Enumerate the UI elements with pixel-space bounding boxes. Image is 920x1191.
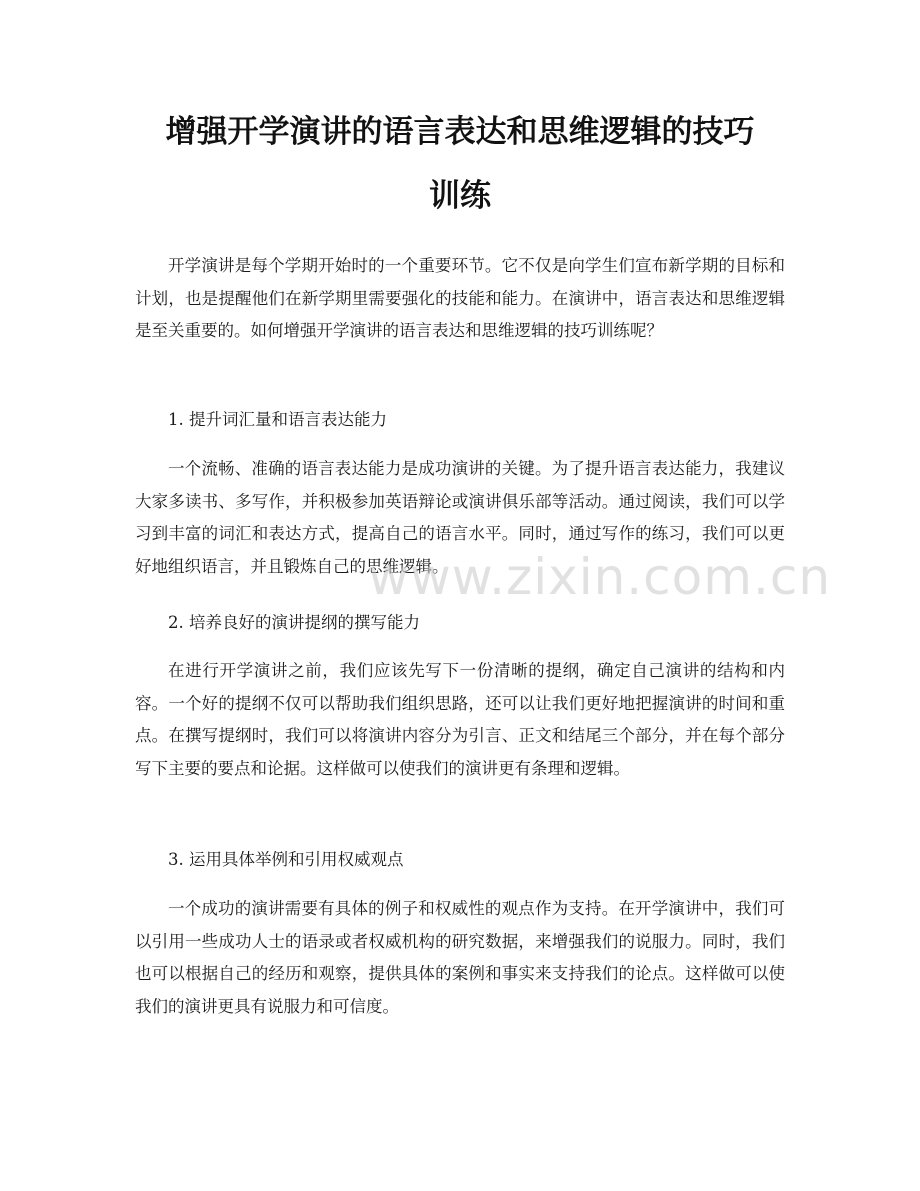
section-1-body: 一个流畅、准确的语言表达能力是成功演讲的关键。为了提升语言表达能力，我建议大家多读书、多写作，并积极参加英语辩论或演讲俱乐部等活动。通过阅读，我们可以学习到丰富的词汇和表达方式，提高自己的语言水平。同时，通过写作的练习，我们可以更好地组织语言，并且锻炼自己的思维逻辑。 [135,459,785,576]
section-3-heading: 3. 运用具体举例和引用权威观点 [168,850,404,869]
section-2-body: 在进行开学演讲之前，我们应该先写下一份清晰的提纲，确定自己演讲的结构和内容。一个好的提纲不仅可以帮助我们组织思路，还可以让我们更好地把握演讲的时间和重点。在撰写提纲时，我们可以将演讲内容分为引言、正文和结尾三个部分，并在每个部分写下主要的要点和论据。这样做可以使我们的演讲更有条理和逻辑。 [135,661,785,778]
section-3-body: 一个成功的演讲需要有具体的例子和权威性的观点作为支持。在开学演讲中，我们可以引用一些成功人士的语录或者权威机构的研究数据，来增强我们的说服力。同时，我们也可以根据自己的经历和观察，提供具体的案例和事实来支持我们的论点。这样做可以使我们的演讲更具有说服力和可信度。 [135,899,785,1016]
document-title-line-2: 训练 [429,178,491,214]
document-title-line-1: 增强开学演讲的语言表达和思维逻辑的技巧 [165,114,755,150]
section-1-heading: 1. 提升词汇量和语言表达能力 [168,410,387,429]
watermark: www.zixin.com.cn [368,548,832,606]
section-2-heading: 2. 培养良好的演讲提纲的撰写能力 [168,613,420,632]
intro-paragraph: 开学演讲是每个学期开始时的一个重要环节。它不仅是向学生们宣布新学期的目标和计划，也是提醒他们在新学期里需要强化的技能和能力。在演讲中，语言表达和思维逻辑是至关重要的。如何增强开学演讲的语言表达和思维逻辑的技巧训练呢？ [135,256,785,340]
